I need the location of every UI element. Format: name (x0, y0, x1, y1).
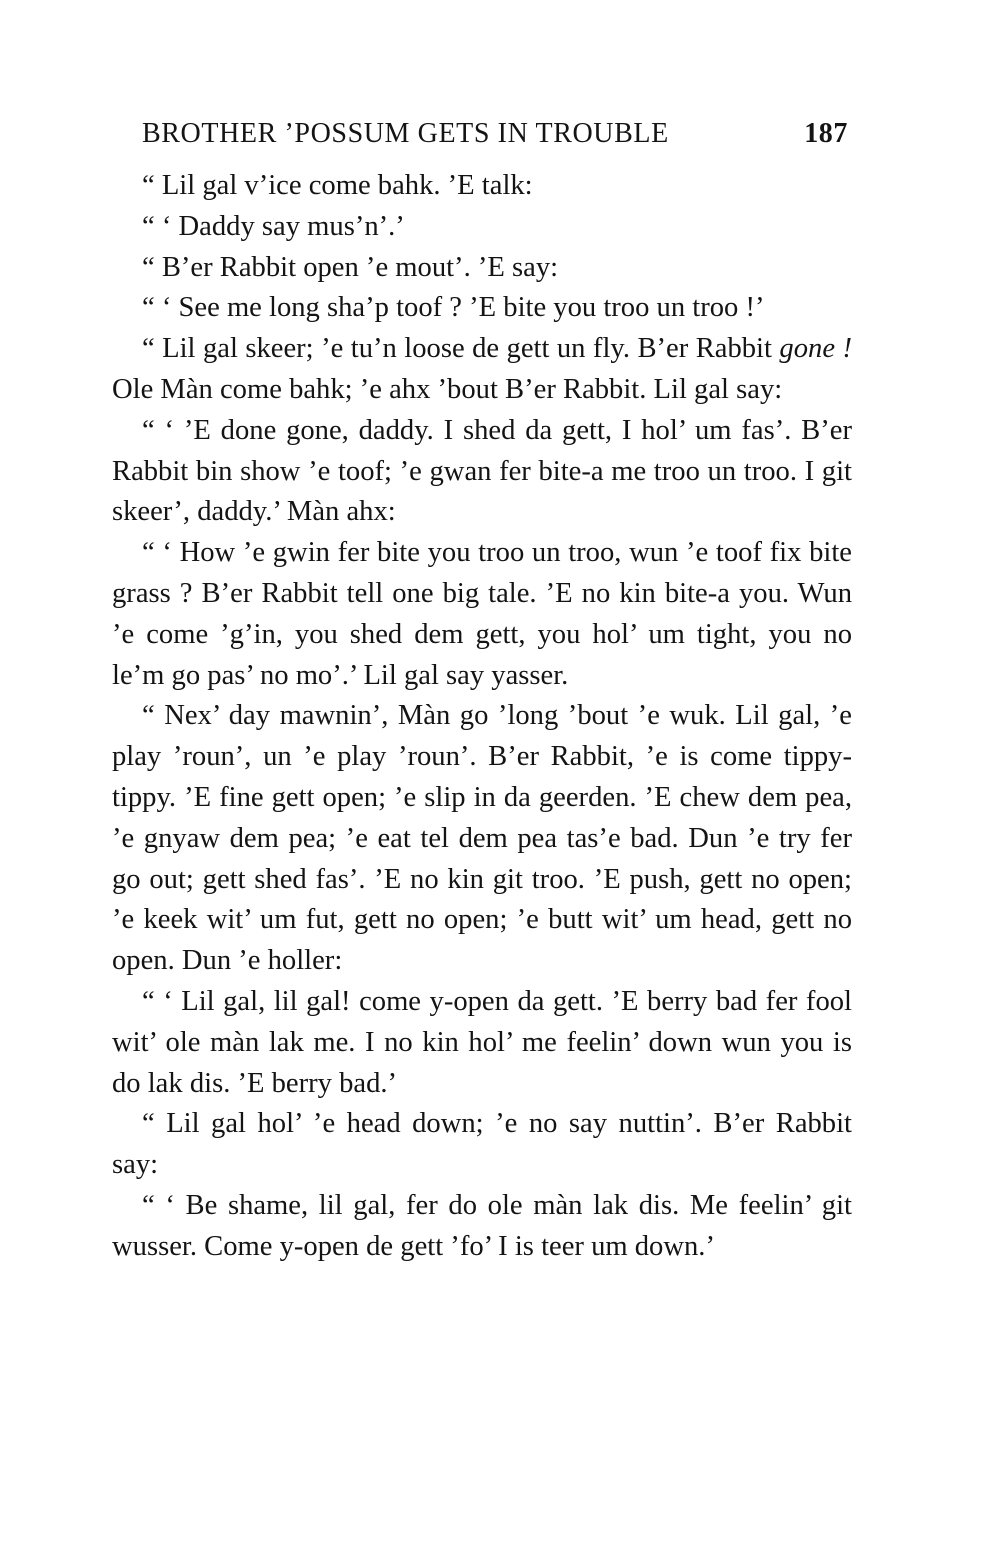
paragraph (112, 329, 852, 411)
paragraph: “ ‘ Be shame, lil gal, fer do ole màn lak dis. Me feelin’ git wusser. Come y-open de gett ’fo’ I is teer um down.’ (112, 1189, 852, 1262)
paragraph: “ ‘ Lil gal, lil gal! come y-open da gett. ’E berry bad fer fool wit’ ole màn lak me. I no kin hol’ me feelin’ down wun you is do lak dis. ’E berry bad.’ (112, 985, 852, 1099)
paragraph-text: Ole Màn come bahk; ’e ahx ’bout B’er Rabbit. Lil gal say: (112, 373, 783, 405)
body-text (112, 166, 852, 1268)
paragraph: “ ‘ How ’e gwin fer bite you troo un troo, wun ’e toof fix bite grass ? B’er Rabbit tell one big tale. ’E no kin bite-a you. Wun ’e come ’g’in, you shed dem gett, you hol’ um tight, you no le’m go pas’ no mo’.’ Lil gal say yasser. (112, 537, 852, 691)
paragraph: “ ‘ ’E done gone, daddy. I shed da gett, I hol’ um fas’. B’er Rabbit bin show ’e toof; ’e gwan fer bite-a me troo un troo. I git skeer’, daddy.’ Màn ahx: (112, 414, 852, 528)
running-title: BROTHER ’POSSUM GETS IN TROUBLE (142, 118, 669, 149)
paragraph: “ ‘ See me long sha’p toof ? ’E bite you troo un troo !’ (142, 292, 765, 324)
paragraph: “ Nex’ day mawnin’, Màn go ’long ’bout ’e wuk. Lil gal, ’e play ’roun’, un ’e play ’roun’. B’er Rabbit, ’e is come tippy-tippy. ’E fine gett open; ’e slip in da geerden. ’E chew dem pea, ’e gnyaw dem pea; ’e eat tel dem pea tas’e bad. Dun ’e try fer go out; gett shed fas’. ’E no kin git troo. ’E push, gett no open; ’e keek wit’ um fut, gett no open; ’e butt wit’ um head, gett no open. Dun ’e holler: (112, 700, 852, 977)
paragraph: “ B’er Rabbit open ’e mout’. ’E say: (142, 251, 559, 283)
page-number: 187 (804, 118, 848, 149)
paragraph: “ Lil gal hol’ ’e head down; ’e no say nuttin’. B’er Rabbit say: (112, 1108, 852, 1181)
running-head (112, 118, 852, 162)
paragraph-text: “ Lil gal skeer; ’e tu’n loose de gett un fly. B’er Rabbit (142, 333, 780, 365)
emphasis-text: gone ! (779, 333, 852, 365)
book-page (112, 118, 852, 1268)
paragraph: “ Lil gal v’ice come bahk. ’E talk: (142, 170, 533, 201)
paragraph: “ ‘ Daddy say mus’n’.’ (142, 210, 405, 242)
